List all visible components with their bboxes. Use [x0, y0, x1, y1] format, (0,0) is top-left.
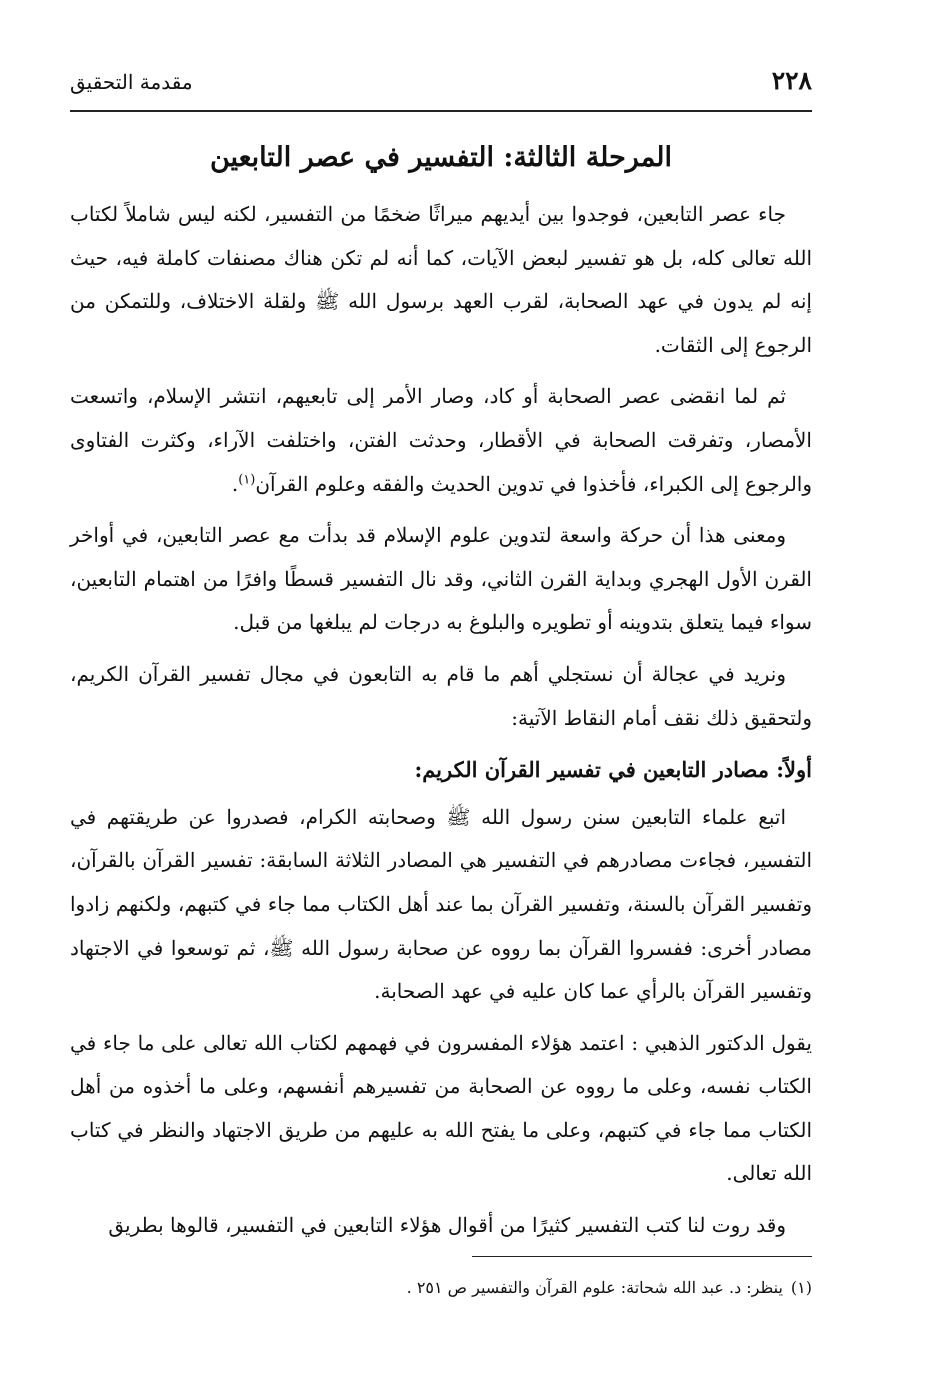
footnote-marker: (١) — [790, 1278, 812, 1297]
main-text — [70, 193, 812, 1256]
header-rule — [70, 110, 812, 112]
paragraph-2 — [70, 375, 812, 506]
chapter-title: المرحلة الثالثة: التفسير في عصر التابعين — [209, 142, 673, 173]
running-title: مقدمة التحقيق — [70, 70, 193, 94]
footnote-text: ينظر: د. عبد الله شحاتة: علوم القرآن والتفسير ص ٢٥١ . — [406, 1278, 783, 1297]
paragraph-6: يقول الدكتور الذهبي : اعتمد هؤلاء المفسرون في فهمهم لكتاب الله تعالى على ما جاء في الكتاب نفسه، وعلى ما رووه عن الصحابة من تفسيرهم أنفسهم، وعلى ما أخذوه من أهل الكتاب مما جاء في كتبهم، وعلى ما يفتح الله به عليهم من طريق الاجتهاد والنظر في كتاب الله تعالى. — [70, 1030, 812, 1186]
footnote — [70, 1274, 812, 1302]
paragraph-4: ونريد في عجالة أن نستجلي أهم ما قام به التابعون في مجال تفسير القرآن الكريم، ولتحقيق ذلك نقف أمام النقاط الآتية: — [70, 661, 812, 730]
page-number: ٢٢٨ — [771, 66, 812, 95]
footnote-rule — [472, 1256, 812, 1257]
paragraph-2-text: ثم لما انقضى عصر الصحابة أو كاد، وصار الأمر إلى تابعيهم، انتشر الإسلام، واتسعت الأمصار، وتفرقت الصحابة في الأقطار، وحدثت الفتن، واختلفت الآراء، وكثرت الفتاوى والرجوع إلى الكبراء، فأخذوا في تدوين الحديث والفقه وعلوم القرآن — [70, 384, 812, 496]
footnote-reference[interactable]: (١) — [238, 471, 256, 487]
paragraph-2-end: . — [231, 471, 239, 496]
paragraph-5: اتبع علماء التابعين سنن رسول الله ﷺ وصحابته الكرام، فصدروا عن طريقتهم في التفسير، فجاءت مصادرهم في التفسير هي المصادر الثلاثة السابقة: تفسير القرآن بالقرآن، وتفسير القرآن بالسنة، وتفسير القرآن بما عند أهل الكتاب مما جاء في كتبهم، ولكنهم زادوا مصادر أخرى: ففسروا القرآن بما رووه عن صحابة رسول الله ﷺ، ثم توسعوا في الاجتهاد وتفسير القرآن بالرأي عما كان عليه في عهد الصحابة. — [70, 804, 812, 1004]
page-header — [70, 62, 812, 106]
paragraph-1: جاء عصر التابعين، فوجدوا بين أيديهم ميراثًا ضخمًا من التفسير، لكنه ليس شاملاً لكتاب الله تعالى كله، بل هو تفسير لبعض الآيات، كما أنه لم تكن هناك مصنفات كاملة فيه، حيث إنه لم يدون في عهد الصحابة، لقرب العهد برسول الله ﷺ ولقلة الاختلاف، وللتمكن من الرجوع إلى الثقات. — [70, 202, 812, 357]
section-heading: أولاً: مصادر التابعين في تفسير القرآن الكريم: — [414, 757, 812, 783]
paragraph-7: وقد روت لنا كتب التفسير كثيرًا من أقوال هؤلاء التابعين في التفسير، قالوها بطريق — [108, 1213, 786, 1238]
paragraph-3: ومعنى هذا أن حركة واسعة لتدوين علوم الإسلام قد بدأت مع عصر التابعين، في أواخر القرن الأول الهجري وبداية القرن الثاني، وقد نال التفسير قسطًا وافرًا من اهتمام التابعين، سواء فيما يتعلق بتدوينه أو تطويره والبلوغ به درجات لم يبلغها من قبل. — [70, 523, 812, 635]
